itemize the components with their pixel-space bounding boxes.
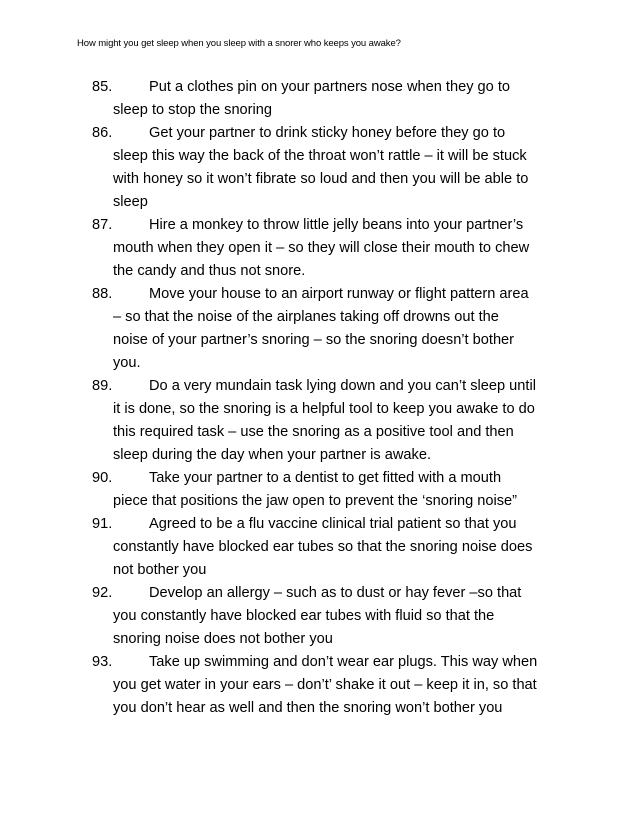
list-item-line bbox=[0, 214, 638, 237]
numbered-list bbox=[0, 76, 638, 720]
list-item-text: it is done, so the snoring is a helpful tool to keep you awake to do bbox=[113, 401, 535, 417]
list-item-text: you constantly have blocked ear tubes with fluid so that the bbox=[113, 608, 495, 624]
list-item-line bbox=[0, 559, 638, 582]
list-item-line bbox=[0, 628, 638, 651]
list-item bbox=[0, 122, 638, 214]
list-item-line bbox=[0, 76, 638, 99]
list-item-text: with honey so it won’t fibrate so loud and then you will be able to bbox=[113, 171, 529, 187]
list-item-line bbox=[0, 674, 638, 697]
list-item-line bbox=[0, 191, 638, 214]
list-item-text: noise of your partner’s snoring – so the snoring doesn’t bother bbox=[113, 332, 515, 348]
list-item-number: 91. bbox=[92, 516, 113, 532]
list-item-text: Agreed to be a flu vaccine clinical trial patient so that you bbox=[149, 516, 517, 532]
list-item-line bbox=[0, 168, 638, 191]
page-header: How might you get sleep when you sleep with a snorer who keeps you awake? bbox=[77, 38, 401, 49]
list-item-line bbox=[0, 237, 638, 260]
list-item-line bbox=[0, 444, 638, 467]
list-item-number: 86. bbox=[92, 125, 113, 141]
list-item-line bbox=[0, 145, 638, 168]
list-item-number: 90. bbox=[92, 470, 113, 486]
list-item-line bbox=[0, 375, 638, 398]
list-item bbox=[0, 513, 638, 582]
list-item-line bbox=[0, 605, 638, 628]
list-item-text: you don’t hear as well and then the snoring won’t bother you bbox=[113, 700, 503, 716]
list-item-line bbox=[0, 490, 638, 513]
list-item-number: 92. bbox=[92, 585, 113, 601]
list-item-text: you get water in your ears – don’t’ shake it out – keep it in, so that bbox=[113, 677, 537, 693]
list-item-text: snoring noise does not bother you bbox=[113, 631, 333, 647]
list-item-text: sleep this way the back of the throat won’t rattle – it will be stuck bbox=[113, 148, 527, 164]
list-item-text: Put a clothes pin on your partners nose when they go to bbox=[149, 79, 511, 95]
list-item-text: Take up swimming and don’t wear ear plugs. This way when bbox=[149, 654, 538, 670]
list-item-number: 93. bbox=[92, 654, 113, 670]
list-item bbox=[0, 467, 638, 513]
list-item-line bbox=[0, 513, 638, 536]
list-item-line bbox=[0, 329, 638, 352]
list-item bbox=[0, 283, 638, 375]
list-item-line bbox=[0, 283, 638, 306]
list-item-line bbox=[0, 536, 638, 559]
list-item-text: Move your house to an airport runway or flight pattern area bbox=[149, 286, 529, 302]
list-item-line bbox=[0, 582, 638, 605]
list-item-number: 87. bbox=[92, 217, 113, 233]
list-item-text: Take your partner to a dentist to get fitted with a mouth bbox=[149, 470, 502, 486]
list-item-text: this required task – use the snoring as a positive tool and then bbox=[113, 424, 514, 440]
list-item-line bbox=[0, 306, 638, 329]
list-item bbox=[0, 651, 638, 720]
list-item-text: sleep during the day when your partner is awake. bbox=[113, 447, 432, 463]
list-item-text: the candy and thus not snore. bbox=[113, 263, 306, 279]
list-item-line bbox=[0, 99, 638, 122]
list-item-number: 85. bbox=[92, 79, 113, 95]
list-item-text: you. bbox=[113, 355, 141, 371]
list-item-text: – so that the noise of the airplanes taking off drowns out the bbox=[113, 309, 499, 325]
list-item-line bbox=[0, 122, 638, 145]
list-item-line bbox=[0, 697, 638, 720]
list-item bbox=[0, 375, 638, 467]
list-item-text: sleep bbox=[113, 194, 148, 210]
list-item-text: sleep to stop the snoring bbox=[113, 102, 273, 118]
list-item bbox=[0, 76, 638, 122]
list-item-text: constantly have blocked ear tubes so that the snoring noise does bbox=[113, 539, 533, 555]
list-item-text: mouth when they open it – so they will close their mouth to chew bbox=[113, 240, 530, 256]
list-item-line bbox=[0, 352, 638, 375]
list-item-text: not bother you bbox=[113, 562, 207, 578]
list-item-text: Hire a monkey to throw little jelly beans into your partner’s bbox=[149, 217, 524, 233]
list-item-number: 89. bbox=[92, 378, 113, 394]
list-item bbox=[0, 582, 638, 651]
list-item-text: piece that positions the jaw open to prevent the ‘snoring noise” bbox=[113, 493, 518, 509]
list-item-line bbox=[0, 421, 638, 444]
list-item-text: Develop an allergy – such as to dust or hay fever –so that bbox=[149, 585, 522, 601]
list-item-number: 88. bbox=[92, 286, 113, 302]
list-item-line bbox=[0, 398, 638, 421]
list-item-text: Get your partner to drink sticky honey before they go to bbox=[149, 125, 506, 141]
list-item bbox=[0, 214, 638, 283]
list-item-line bbox=[0, 467, 638, 490]
list-item-line bbox=[0, 651, 638, 674]
list-item-text: Do a very mundain task lying down and you can’t sleep until bbox=[149, 378, 536, 394]
list-item-line bbox=[0, 260, 638, 283]
